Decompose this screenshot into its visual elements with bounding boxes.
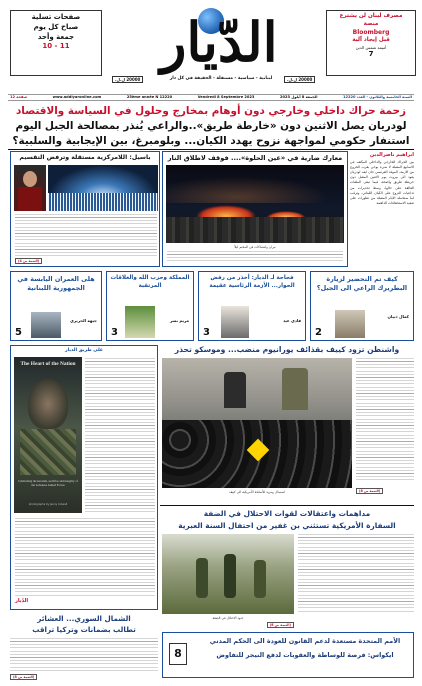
teaser-3-photo — [125, 306, 155, 338]
newspaper-logo: الدّيار — [160, 10, 278, 74]
price-right: 20000 ل.ل. — [284, 76, 315, 83]
rally-crowd-photo — [48, 165, 158, 211]
masthead-right-box[interactable]: مصرف لبنان لن يشترع منصة Bloomberg قبل إيجاد آلية أميمة شمس الدين 7 — [326, 10, 416, 76]
story-bassil-title: باسيل: اللامركزية مستقلة وترفض التقسيم — [19, 154, 151, 161]
niger-story-box[interactable]: الأمم المتحدة مستعدة لدعم القانون للعودة الى الحكم المدني ايكواس: فرصة للوساطة والعقوبات لدفع النيجر للتفاوض 8 — [162, 632, 414, 678]
price-left: 20000 ل.ل. — [112, 76, 143, 83]
headline-line-1[interactable]: زحمة حراك داخلي وخارجي دون أوهام بمخارج وحلول في السياسة والاقتصاد — [15, 105, 407, 117]
ukraine-text-lines — [356, 358, 414, 482]
teaser-4-photo — [31, 312, 61, 338]
ukraine-ref[interactable]: (التتمة ص 8) — [356, 488, 383, 494]
lead-article-text: بين الحراك الخارجي والداخلي المكثف في الاسابيع المقبلة لا شيء يوحي بقرب الخروج من الازمة، الموفد الفرنسي جان ايف لودريان يعود الى بيروت يوم الاثنين المقبل دون خريطة طريق واضحة، فيما تبقى الملفات العالقة على حالها، وسط تحذيرات من تداعيات النزوح على الكيان اللبناني، وترقب لما ستحمله الايام المقبلة من تطورات على صعيد الاستحقاقات الداهمة. — [350, 160, 414, 205]
army-feature-box[interactable]: على طريق الديار The Heart of the Nation Celebrating the heroism, sacrifice and integrity of the Lebanese Armed Forces photographs by Jenny Colwell الدّيار — [10, 345, 158, 610]
army-poster: The Heart of the Nation Celebrating the heroism, sacrifice and integrity of the Lebanese Armed Forces photographs by Jenny Colwell — [14, 357, 82, 513]
bassil-ref[interactable]: (التتمة ص 4) — [15, 258, 42, 264]
website-link[interactable]: www.addiyaronline.com — [52, 95, 102, 100]
teaser-1-photo — [335, 310, 365, 338]
niger-page-number: 8 — [169, 643, 187, 665]
westbank-caption: جنود الاحتلال في الضفة — [212, 616, 244, 620]
story-bassil[interactable] — [10, 151, 160, 267]
bassil-text-lines — [15, 214, 157, 258]
ain-text-lines — [167, 251, 343, 264]
story-ain-hilweh[interactable] — [162, 151, 348, 267]
syria-headline-2[interactable]: تطالب بضمانات وتركيا تراقب — [32, 625, 136, 634]
divider — [8, 149, 414, 150]
masthead-left-box[interactable]: صفحات تسلية صباح كل يوم جمعة وأحد 10 - 11 — [10, 10, 102, 76]
teaser-1[interactable]: كيف تم التحضير لزيارة البطريرك الراعي الى الجبل؟ كمال ذبيان 2 — [310, 271, 414, 341]
ukraine-caption: استبدال ومزيد للأسلحة الأمريكية الى كييف — [228, 490, 286, 494]
teaser-2-photo — [221, 306, 249, 338]
army-text-bottom — [15, 518, 155, 596]
ain-hilweh-photo — [166, 165, 344, 243]
westbank-text-lines — [298, 534, 414, 614]
teaser-3[interactable]: المملكة وحزب الله والعلاقات المرتقبة مريم نسر 3 — [106, 271, 194, 341]
lead-author: ابراهيم ناصرالدين — [369, 152, 414, 158]
westbank-photo — [162, 534, 294, 614]
bassil-portrait-photo — [14, 165, 46, 211]
info-strip: 12 صفحة www.addiyaronline.com 25ème année N 12220 Vendredi 8 Septembre 2023 الجمعة 8 أيلول 2023 السنة الخامسة والثلاثون - العدد 12220 — [8, 94, 414, 101]
teaser-2[interactable]: فحاحة لـ الديار: أخذر من رفض الحوار... الأزمة الرئاسية عقيمة فادي عيد 3 — [198, 271, 306, 341]
story-ain-title: معارك ضارية في «عين الحلوة».... فوقف لاطلاق النار — [163, 152, 347, 165]
syria-text-lines — [10, 638, 158, 672]
westbank-ref[interactable]: (التتمة ص 8) — [267, 622, 294, 628]
headline-line-3[interactable]: استنفار حكومي لمواجهة نزوح يهدد الكيان... وبلومبرغ، بين الإيجابية والسلبية؟ — [12, 135, 410, 147]
ukraine-headline[interactable]: واشنطن تزود كييف بقذائف يورانيوم منضب... وموسكو تحذر — [174, 345, 400, 354]
army-text-right — [85, 358, 155, 514]
syria-ref[interactable]: (التتمة ص 8) — [10, 674, 37, 680]
teaser-4[interactable]: هلى العمران اليابسة في الجمهورية اللبنانية جيهة الحريري 5 — [10, 271, 102, 341]
ukraine-munitions-photo — [162, 358, 352, 488]
ain-caption: نيران واشتباكات في المخيم ليلاً — [234, 245, 276, 249]
masthead — [8, 4, 414, 94]
westbank-headline-1[interactable]: مداهمات واعتقالات لقوات الاحتلال في الضفة — [203, 509, 371, 518]
syria-headline-1[interactable]: الشمال السوري... العشائر — [37, 614, 131, 623]
westbank-headline-2[interactable]: السفارة الأمريكية تستثني بن غفير من احتفال السنة العبرية — [178, 521, 396, 530]
tagline: لبنانية - سياسية - مستقلة - الحقيقة في كل دار — [169, 76, 273, 81]
headline-line-2[interactable]: لودريان يصل الاثنين دون «خارطة طريق»..والراعي يُنذر بمصالحة الجبل اليوم — [15, 120, 407, 132]
